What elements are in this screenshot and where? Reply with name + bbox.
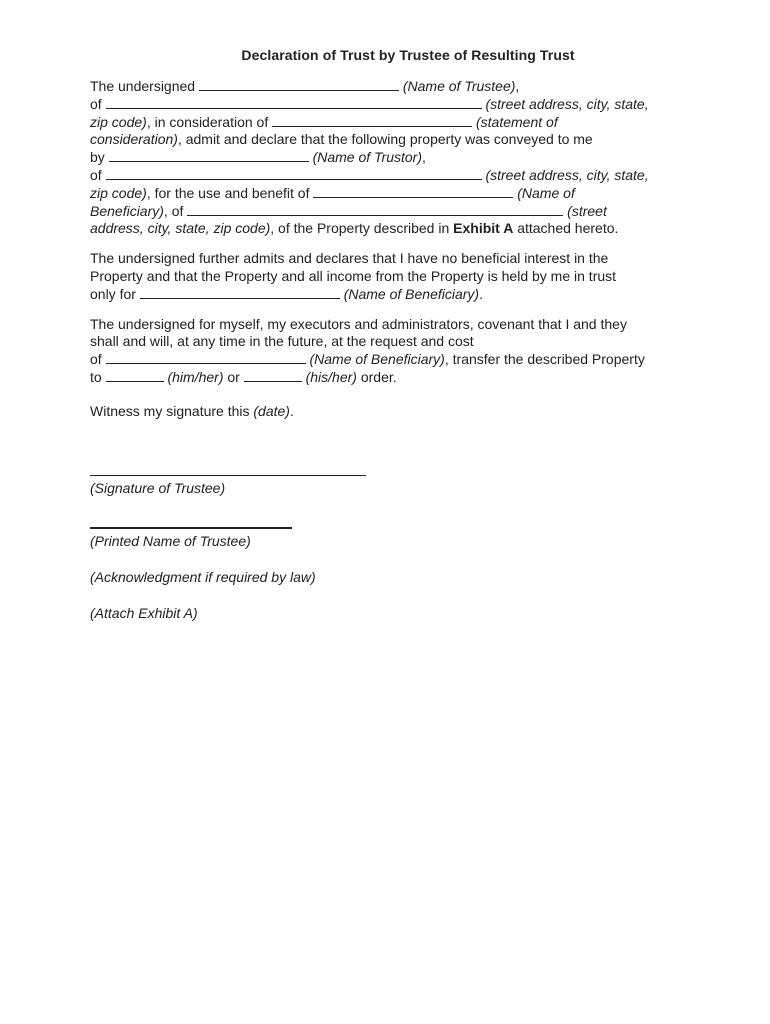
- hint-zip: zip code): [90, 184, 147, 201]
- exhibit-reference: Exhibit A: [453, 220, 514, 237]
- paragraph-covenant: [90, 316, 682, 387]
- beneficiary-name-blank-3[interactable]: [106, 351, 306, 364]
- hint-address-cont: address, city, state, zip code): [90, 220, 271, 237]
- hint-pronoun: (him/her): [167, 368, 224, 385]
- text: , in consideration of: [146, 113, 269, 130]
- text: , of the Property described in: [270, 220, 450, 237]
- hint-street: (street: [567, 202, 607, 219]
- text: of: [90, 166, 102, 183]
- hint-address: (street address, city, state,: [485, 95, 649, 112]
- text: of: [90, 95, 102, 112]
- beneficiary-name-blank[interactable]: [313, 185, 513, 198]
- text: , for the use and benefit of: [146, 184, 310, 201]
- hint-consideration: (statement of: [476, 113, 558, 130]
- hint-date: (date): [253, 402, 290, 419]
- text: attached hereto.: [517, 220, 619, 237]
- printed-name-line[interactable]: [90, 527, 292, 529]
- beneficiary-name-blank-2[interactable]: [140, 286, 340, 299]
- document-body: [90, 78, 682, 433]
- text: The undersigned: [90, 78, 196, 94]
- text: of: [90, 351, 102, 368]
- pronoun-blank-2[interactable]: [244, 369, 302, 382]
- text: or: [227, 368, 240, 385]
- punct: ,: [515, 78, 520, 94]
- pronoun-blank-1[interactable]: [106, 369, 164, 382]
- text: Witness my signature this: [90, 402, 250, 419]
- text: The undersigned for myself, my executors and administrators, covenant that I and they: [90, 315, 627, 332]
- hint-beneficiary-cont: Beneficiary): [90, 202, 164, 219]
- hint-consideration-cont: consideration): [90, 131, 178, 148]
- paragraph-declaration: [90, 78, 682, 238]
- hint-trustor-name: (Name of Trustor): [312, 149, 423, 166]
- signature-line[interactable]: [90, 475, 366, 476]
- trustor-name-blank[interactable]: [109, 149, 309, 162]
- attach-exhibit-note: (Attach Exhibit A): [90, 605, 198, 621]
- text: The undersigned further admits and declares that I have no beneficial interest in the: [90, 250, 609, 267]
- hint-address: (street address, city, state,: [485, 166, 649, 183]
- paragraph-no-interest: [90, 250, 682, 303]
- consideration-blank[interactable]: [272, 114, 472, 127]
- punct: .: [479, 285, 483, 302]
- printed-name-label: (Printed Name of Trustee): [90, 533, 251, 549]
- text: , admit and declare that the following property was conveyed to me: [177, 131, 593, 148]
- acknowledgment-note: (Acknowledgment if required by law): [90, 569, 316, 585]
- trustee-name-blank[interactable]: [199, 78, 399, 91]
- text: , of: [163, 202, 184, 219]
- beneficiary-address-blank[interactable]: [187, 203, 563, 216]
- punct: .: [289, 402, 294, 419]
- text: , transfer the described Property: [444, 351, 645, 368]
- hint-beneficiary: (Name of: [517, 184, 575, 201]
- trustor-address-blank[interactable]: [106, 167, 482, 180]
- hint-beneficiary: (Name of Beneficiary): [343, 285, 480, 302]
- punct: ,: [422, 149, 426, 166]
- hint-pronoun: (his/her): [305, 368, 357, 385]
- text: order.: [360, 368, 397, 385]
- document-title: Declaration of Trust by Trustee of Resulting Trust: [241, 47, 575, 63]
- trustee-address-blank[interactable]: [106, 96, 482, 109]
- hint-zip: zip code): [90, 113, 147, 130]
- hint-trustee-name: (Name of Trustee): [402, 78, 516, 94]
- text: to: [90, 368, 102, 385]
- hint-beneficiary: (Name of Beneficiary): [309, 351, 445, 368]
- text: Property and that the Property and all income from the Property is held by me in trust: [90, 267, 617, 284]
- signature-label: (Signature of Trustee): [90, 480, 226, 496]
- text: by: [90, 149, 105, 166]
- text: only for: [90, 285, 136, 302]
- paragraph-witness: [90, 403, 682, 421]
- text: shall and will, at any time in the future, at the request and cost: [90, 333, 474, 350]
